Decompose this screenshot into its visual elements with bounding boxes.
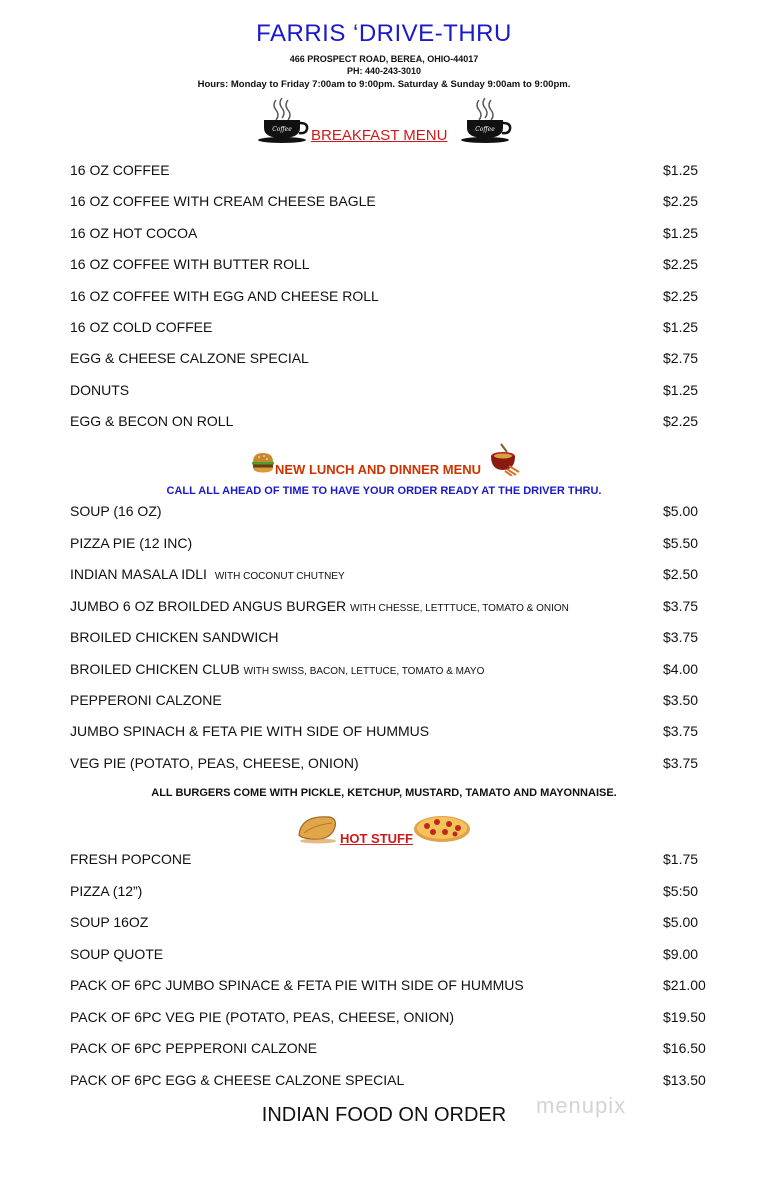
burger-condiments-note: ALL BURGERS COME WITH PICKLE, KETCHUP, MUSTARD, TAMATO AND MAYONNAISE. bbox=[151, 787, 617, 799]
item-name: SOUP QUOTE bbox=[70, 946, 164, 962]
lunch-dinner-heading: NEW LUNCH AND DINNER MENU bbox=[275, 462, 482, 477]
item-price: $1.25 bbox=[663, 382, 699, 398]
item-name: PACK OF 6PC EGG & CHEESE CALZONE SPECIAL bbox=[70, 1072, 405, 1088]
item-price: $4.00 bbox=[663, 661, 699, 677]
item-name: 16 OZ HOT COCOA bbox=[70, 225, 198, 241]
coffee-cup-icon bbox=[258, 96, 310, 144]
item-price: $16.50 bbox=[663, 1040, 706, 1056]
menu-item bbox=[70, 883, 710, 903]
menu-item bbox=[70, 723, 710, 743]
item-name: 16 OZ COFFEE WITH CREAM CHEESE BAGLE bbox=[70, 193, 376, 209]
item-price: $5.50 bbox=[663, 535, 699, 551]
item-name: 16 OZ COFFEE WITH EGG AND CHEESE ROLL bbox=[70, 288, 379, 304]
item-price: $2.25 bbox=[663, 413, 699, 429]
item-price: $2.25 bbox=[663, 193, 699, 209]
calzone-icon bbox=[296, 813, 338, 845]
item-name: PEPPERONI CALZONE bbox=[70, 692, 222, 708]
menupix-watermark: menupix bbox=[536, 1093, 627, 1118]
item-name: FRESH POPCONE bbox=[70, 851, 192, 867]
address: 466 PROSPECT ROAD, BEREA, OHIO-44017 bbox=[289, 54, 479, 64]
item-price: $2.50 bbox=[663, 566, 699, 582]
menu-item bbox=[70, 503, 710, 523]
item-name: VEG PIE (POTATO, PEAS, CHEESE, ONION) bbox=[70, 755, 359, 771]
item-name: PACK OF 6PC JUMBO SPINACE & FETA PIE WITH SIDE OF HUMMUS bbox=[70, 977, 524, 993]
item-price: $2.75 bbox=[663, 350, 699, 366]
menu-item bbox=[70, 914, 710, 934]
pizza-icon bbox=[413, 815, 471, 843]
menu-item bbox=[70, 598, 710, 618]
coffee-cup-label: Coffee bbox=[272, 126, 292, 133]
call-ahead-notice: CALL ALL AHEAD OF TIME TO HAVE YOUR ORDER READY AT THE DRIVER THRU. bbox=[166, 485, 602, 497]
menu-item bbox=[70, 629, 710, 649]
coffee-cup-icon bbox=[461, 96, 513, 144]
item-name: INDIAN MASALA IDLI bbox=[70, 566, 211, 582]
phone: PH: 440-243-3010 bbox=[346, 66, 422, 76]
item-price: $5.00 bbox=[663, 914, 699, 930]
item-name: PACK OF 6PC PEPPERONI CALZONE bbox=[70, 1040, 318, 1056]
indian-food-footer: INDIAN FOOD ON ORDER bbox=[261, 1104, 507, 1126]
menu-item bbox=[70, 256, 710, 276]
coffee-cup-label: Coffee bbox=[475, 126, 495, 133]
item-price: $3.75 bbox=[663, 723, 699, 739]
menu-item bbox=[70, 288, 710, 308]
item-note: WITH COCONUT CHUTNEY bbox=[214, 571, 345, 582]
item-name: EGG & BECON ON ROLL bbox=[70, 413, 234, 429]
item-name: 16 OZ COLD COFFEE bbox=[70, 319, 213, 335]
item-name: BROILED CHICKEN CLUB bbox=[70, 661, 240, 677]
item-name: EGG & CHEESE CALZONE SPECIAL bbox=[70, 350, 309, 366]
opening-hours: Hours: Monday to Friday 7:00am to 9:00pm. Saturday & Sunday 9:00am to 9:00pm. bbox=[197, 79, 571, 90]
menu-item bbox=[70, 319, 710, 339]
item-name: DONUTS bbox=[70, 382, 130, 398]
menu-item bbox=[70, 193, 710, 213]
item-price: $5:50 bbox=[663, 883, 699, 899]
item-price: $3.50 bbox=[663, 692, 699, 708]
breakfast-heading: BREAKFAST MENU bbox=[311, 127, 448, 144]
menu-item bbox=[70, 1040, 710, 1060]
restaurant-title: FARRIS ‘DRIVE-THRU bbox=[256, 20, 512, 47]
item-note: WITH SWISS, BACON, LETTUCE, TOMATO & MAYO bbox=[243, 666, 485, 677]
item-price: $5.00 bbox=[663, 503, 699, 519]
item-name: JUMBO 6 OZ BROILDED ANGUS BURGER bbox=[70, 598, 347, 614]
item-price: $21.00 bbox=[663, 977, 706, 993]
burger-icon bbox=[251, 452, 275, 474]
item-price: $1.25 bbox=[663, 319, 699, 335]
item-name: 16 OZ COFFEE WITH BUTTER ROLL bbox=[70, 256, 310, 272]
menu-item bbox=[70, 382, 710, 402]
item-price: $3.75 bbox=[663, 598, 699, 614]
menu-item bbox=[70, 661, 710, 681]
item-name: BROILED CHICKEN SANDWICH bbox=[70, 629, 279, 645]
menu-item bbox=[70, 1072, 710, 1092]
item-price: $1.75 bbox=[663, 851, 699, 867]
menu-item bbox=[70, 225, 710, 245]
item-name: JUMBO SPINACH & FETA PIE WITH SIDE OF HUMMUS bbox=[70, 723, 430, 739]
menu-item bbox=[70, 977, 710, 997]
item-price: $1.25 bbox=[663, 162, 699, 178]
item-price: $3.75 bbox=[663, 755, 699, 771]
item-price: $2.25 bbox=[663, 288, 699, 304]
menu-item bbox=[70, 755, 710, 775]
item-name: 16 OZ COFFEE bbox=[70, 162, 170, 178]
cooking-pot-icon bbox=[487, 442, 521, 476]
item-name: SOUP (16 OZ) bbox=[70, 503, 162, 519]
menu-item bbox=[70, 350, 710, 370]
item-note: WITH CHESSE, LETTTUCE, TOMATO & ONION bbox=[350, 603, 569, 614]
item-price: $13.50 bbox=[663, 1072, 706, 1088]
menu-item bbox=[70, 535, 710, 555]
item-price: $19.50 bbox=[663, 1009, 706, 1025]
item-name: SOUP 16OZ bbox=[70, 914, 149, 930]
item-price: $1.25 bbox=[663, 225, 699, 241]
menu-item bbox=[70, 566, 710, 586]
item-name: PACK OF 6PC VEG PIE (POTATO, PEAS, CHEESE, ONION) bbox=[70, 1009, 455, 1025]
menu-item bbox=[70, 413, 710, 433]
item-price: $2.25 bbox=[663, 256, 699, 272]
menu-item bbox=[70, 692, 710, 712]
hot-stuff-heading: HOT STUFF bbox=[340, 831, 413, 846]
item-price: $3.75 bbox=[663, 629, 699, 645]
item-name: PIZZA (12”) bbox=[70, 883, 143, 899]
menu-item bbox=[70, 1009, 710, 1029]
item-name: PIZZA PIE (12 INC) bbox=[70, 535, 193, 551]
menu-item bbox=[70, 851, 710, 871]
menu-item bbox=[70, 162, 710, 182]
menu-item bbox=[70, 946, 710, 966]
item-price: $9.00 bbox=[663, 946, 699, 962]
